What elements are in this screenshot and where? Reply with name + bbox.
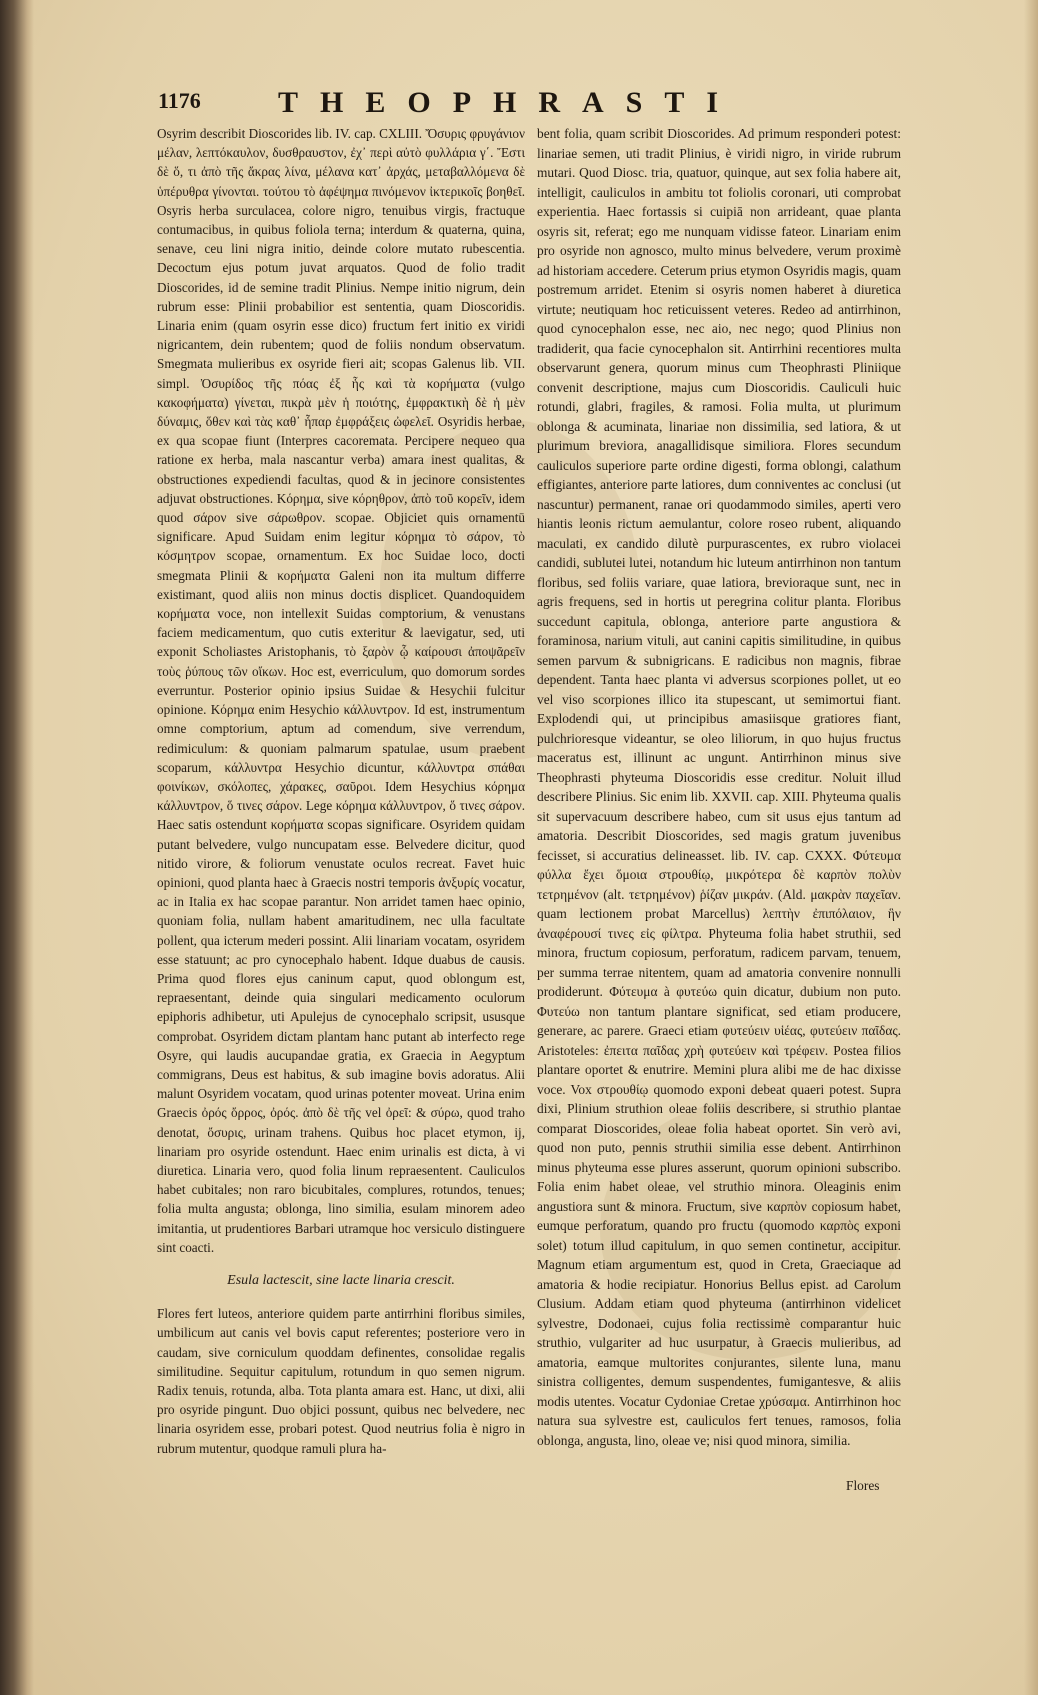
left-paragraph-2: Flores fert luteos, anteriore quidem parte antirrhini floribus similes, umbilicum aut canis vel bovis caput referentes; posteriore vero in caudam, sive corniculum quoddam definentes, consolidae regalis similitudine. Sequitur capitulum, rotundum in quo semen nigrum. Radix tenuis, rotunda, alba. Tota planta amara est. Hanc, ut dixi, alii pro osyride pingunt. Duo objici possunt, quibus nec belvedere, nec linaria osyridem esse, probari potest. Quod neutrius folia è nigro in rubrum mutentur, quodque ramuli plura ha- xyxy=(157,1306,525,1456)
right-paragraph-1: bent folia, quam scribit Dioscorides. Ad primum responderi potest: linariae semen, uti tradit Plinius, è viridi nigro, in viride rubrum mutari. Quod Diosc. tria, quatuor, quinque, aut sex folia habere ait, intelligit, cauliculos in ambitu tot foliolis coronari, uti comprobat experientia. Haec fortassis si cuipiā non arrideant, quae planta osyris sit, referat; ego me nunquam vidisse fateor. Linariam enim pro osyride non agnosco, multo minus belvedere, verum proximè ad historiam accedere. Ceterum prius etymon Osyridis magis, quam postremum arridet. Etenim si osyris nomen haberet à diuretica virtute; neutiquam hoc reticuissent veteres. Redeo ad antirrhinon, quod cynocephalon esse, nec aio, nec nego; quod Plinius non tradiderit, qua facie cynocephalon sit. Antirrhini recentiores multa observarunt genera, quorum minus cum Theophrasti Pliniique convenit descriptione, majus cum Dioscoridis. Cauliculi huic rotundi, glabri, fragiles, & ramosi. Folia multa, ut plurimum oblonga & acuminata, linariae non dissimilia, sed latiora, & ut plurimum breviora, anagallidisque similiora. Flores secundum cauliculos superiore parte ordine digesti, forma oblongi, calathum effigiantes, anteriore parte latiores, dum conniventes ac conclusi (ut nascuntur) permanent, ranae ori quodammodo similes, aperti vero hiantis leonis rictum aemulantur, colore roseo rubent, aliquando maculati, ex candido dilutè purpurascentes, ex rubro violacei candidi, sublutei lutei, notandum hic luteum antirrhinon non tantum floribus, sed foliis variare, quae latiora, brevioraque sunt, nec in agris frequens, sed in hortis ut peregrina colitur planta. Floribus succedunt capitula, oblonga, anteriore parte angustiora & foraminosa, narium vituli, aut canini capitis similitudine, in quibus semen parvum & subnigricans. E radicibus non magnis, fibrae dependent. Tanta haec planta vi adversus scorpiones pollet, ut eo vel viso scorpiones illico ita stupescant, ut semimortui fiant. Explodendi qui, ut principibus amasiisque gratiores fiant, pulchrioresque videantur, se oleo liliorum, in quo hujus fructus maceratus est, illinunt ac ungunt. Antirrhinon minus sive Theophrasti phyteuma Dioscoridis esse creditur. Noluit illud describere Plinius. Sic enim lib. XXVII. cap. XIII. Phyteuma qualis sit supervacuum describere habeo, cum sit usus ejus tantum ad amatoria. Describit Dioscorides, sed magis gratum juvenibus fecisset, si accuratius delineasset. lib. IV. cap. CXXX. Φύτευμα φύλλα ἔχει ὅμοια στρουθίῳ, μικρότερα δὲ καρπὸν πολὺν τετρημένον (alt. τετρημένον) ῥίζαν μικράν. (Ald. μακρὰν παχεῖαν. quam lectionem probat Marcellus) λεπτὴν ἐπιπόλαιον, ἣν ἀναφέρουσί τινες εἰς φίλτρα. Phyteuma folia habet struthii, sed minora, fructum copiosum, perforatum, radicem parvam, tenuem, per summa terrae nitentem, quam ad amatoria convenire nonnulli prodiderunt. Φύτευμα à φυτεύω quin dicatur, dubium non puto. Φυτεύω non tantum plantare significat, sed etiam producere, generare, ac parere. Graeci etiam φυτεύειν υἱέας, φυτεύειν παῖδας. Aristoteles: ἐπειτα παῖδας χρὴ φυτεύειν καὶ τρέφειν. Postea filios plantare oportet & enutrire. Memini plura alibi me de hac dixisse voce. Vox στρουθίῳ quomodo exponi debeat quaeri potest. Supra dixi, Plinium struthion oleae foliis describere, si struthio plantae comparat Dioscorides, oleae folia habeat oportet. Sin verò avi, quod non puto, pennis struthii similia esse debent. Antirrhinon minus phyteuma esse plures asserunt, quorum opinioni subscribo. Folia enim habet oleae, vel struthio minora. Oleaginis enim angustiora sunt & minora. Fructum, sive καρπὸν copiosum habet, eumque perforatum, quando pro fructu (quomodo καρπὸς exponi solet) totum illud capitulum, in quo semen continetur, accipitur. Magnum etiam argumentum est, quod in Creta, Graeciaque ad amatoria & hodie recipiatur. Honorius Bellus epist. ad Carolum Clusium. Addam etiam quod phyteuma (antirrhinon videlicet sylvestre, Dodonaei, cujus folia rectissimè comparantur huic struthio, vulgariter ad huc usurpatur, à Graecis mulieribus, ad amatoria, eamque multorites conjurantes, silente luna, manu sinistra colligentes, demum suspendentes, fumigantesve, & aliis modis utentes. Vocatur Cydoniae Cretae χρύσαμα. Antirrhinon hoc natura sua sylvestre est, cauliculos fert tenues, ramosos, folia oblonga, angusta, lino, oleae ve; nisi quod minora, similia. xyxy=(537,126,901,1448)
page-header xyxy=(158,86,918,124)
left-column xyxy=(157,124,525,1458)
page-edge xyxy=(1024,0,1038,1695)
running-head: THEOPHRASTI xyxy=(278,86,741,119)
left-paragraph-1: Osyrim describit Dioscorides lib. IV. cap. CXLIII. Ὄσυρις φρυγάνιον μέλαν, λεπτόκαυλον, δυσθραυστον, ἐχ᾽ περὶ αὐτὸ φυλλάρια γ΄. Ἔστι δὲ ὅ, τι ἀπὸ τῆς ἄκρας λίνα, μέλανα κατ᾽ ἀρχάς, μεταβαλλόμενα δὲ ὑπέρυθρα γίνονται. τούτου τὸ ἀφέψημα πινόμενον ἰκτερικοῖς βοηθεῖ. Osyris herba surculacea, colore nigro, tenuibus virgis, fractuque contumacibus, in quibus foliola terna; interdum & quaterna, quina, senave, ceu lini nigra initio, deinde colore mutato rubescentia. Decoctum ejus potum juvat arquatos. Quod de folio tradit Dioscorides, id de semine tradit Plinius. Nempe initio nigrum, dein rubrum esse: Plinii probabilior est sententia, quam Dioscoridis. Linaria enim (quam osyrin esse dico) fructum fert initio ex viridi nigricantem, dein rubentem; quod de foliis nondum observatum. Smegmata mulieribus ex osyride fieri ait; scopas Galenus lib. VII. simpl. Ὀσυρίδος τῆς πόας ἐξ ἧς καὶ τὰ κορήματα (vulgo κακοφήματα) γίνεται, πικρὰ μὲν ἡ ποιότης, ἐμφρακτικὴ δὲ ἡ μὲν δύναμις, ὅθεν καὶ τὰς καθ᾽ ἧπαρ ἐμφράξεις ὠφελεῖ. Osyridis herbae, ex qua scopae fiunt (Interpres cacoremata. Percipere nequeo qua ratione ex herba, mala nascantur verba) amara inest qualitas, & obstructiones expediendi facultas, quod & in jecinore consistentes adjuvat obstructiones. Κόρημα, sive κόρηθρον, ἀπὸ τοῦ κορεῖν, idem quod σάρον sive σάρωθρον. scopae. Objiciet quis ornamentū significare. Apud Suidam enim legitur κόρημα τὸ σάρον, τὸ κόσμητρον scopae, ornamentum. Ex hoc Suidae loco, docti smegmata Plinii & κορήματα Galeni non ita multum differre existimant, quod aliis non minus doctis displicet. Quandoquidem κορήματα voce, non intellexit Suidas comptorium, & venustans faciem medicamentum, quo cutis exteritur & laevigatur, sed, uti exponit Scholiastes Aristophanis, τὸ ξαρὸν ᾧ καίρουσι ἀποψᾶρεῖν τοὺς ῥύπους τῶν οἴκων. Hoc est, everriculum, quo domorum sordes everruntur. Posterior opinio ipsius Suidae & Hesychii fulcitur opinione. Κόρημα enim Hesychio κάλλυντρον. Id est, instrumentum omne comptorium, aptum ad comendum, sive verrendum, redimiculum: & quoniam palmarum spatulae, usum praebent scoparum, κάλλυντρα Hesychio dicuntur, κάλλυντρα σπάθαι φοινίκων, σκόλοπες, χάρακες, σαῦροι. Idem Hesychius κόρημα κάλλυντρον, ὅ τινες σάρον. Lege κόρημα κάλλυντρον, ὅ τινες σάρον. Haec satis ostendunt κορήματα scopas significare. Osyridem quidam putant belvedere, vulgo nuncupatam esse. Belvedere dicitur, quod nitido virore, & foliorum venustate oculos recreat. Favet huic opinioni, quod planta haec à Graecis nostri temporis ἀνξυρίς vocatur, ac in Italia ex hac scopae parantur. Non arridet tamen haec opinio, quoniam folia, nullam habent amaritudinem, nec ulla facultate pollent, qua icterum mederi possint. Alii linariam vocatam, osyridem esse statuunt; ac pro cynocephalo habent. Idque duabus de causis. Prima quod flores ejus caninum caput, quod oblongum est, repraesentant, deinde quia singulari medicamento oculorum epiphoris adhibetur, uti Apulejus de cynocephalo scripsit, ususque comprobat. Osyridem dictam plantam hanc putant ab interfecto rege Osyre, qui laudis aucupandae gratia, ex Graecia in Aegyptum commigrans, Deus est habitus, & sub imagine bovis adoratus. Alii malunt Osyridem vocatam, quod urinas potenter moveat. Urina enim Graecis ὀρός ὄρρος, ὀρός. ἀπὸ δὲ τῆς vel ὀρεῖ: & σύρω, quod traho denotat, ὄσυρις, urinam trahens. Quibus hoc placet etymon, ij, linariam pro osyride ostendunt. Haec enim urinalis est dicta, à vi diuretica. Linaria vero, quod folia linum repraesentent. Cauliculos habet cubitales; non raro bicubitales, complures, rotundos, tenues; folia multa angusta; oblonga, lino similia, esulam minorem adeo imitantia, ut prudentiores Barbari utramque hoc versiculo distinguere sint coacti. xyxy=(157,126,525,1255)
page-number: 1176 xyxy=(158,88,201,113)
right-column xyxy=(537,124,901,1450)
binding-gutter xyxy=(0,0,34,1695)
verse-subheading: Esula lactescit, sine lacte linaria crescit. xyxy=(227,1272,455,1288)
catchword: Flores xyxy=(846,1478,880,1493)
